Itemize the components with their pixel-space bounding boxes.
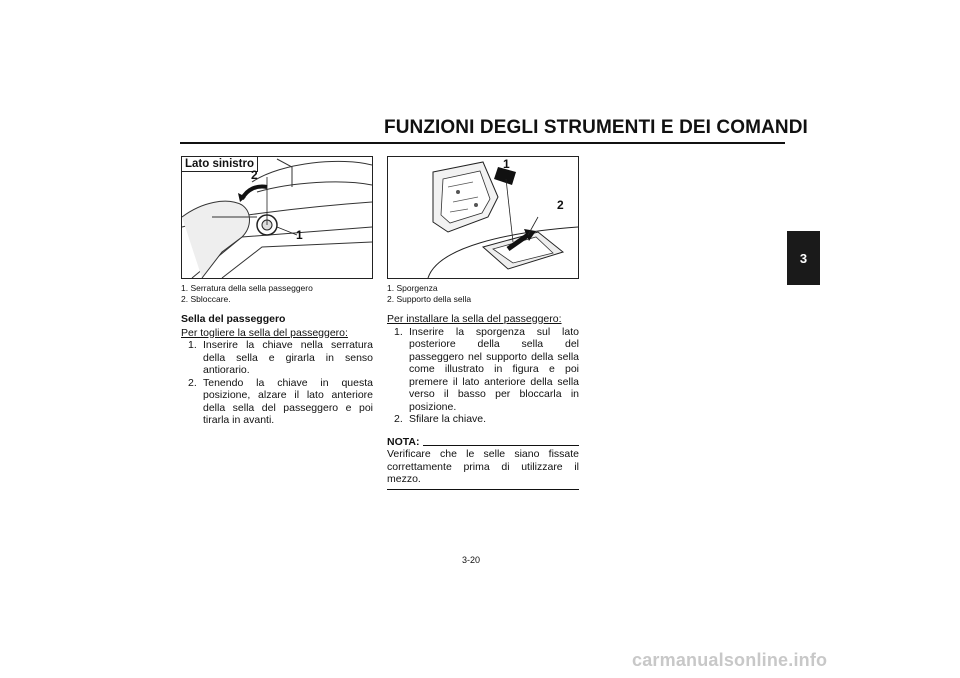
sub-heading: Per togliere la sella del passeggero: — [181, 326, 348, 339]
list-item — [181, 377, 373, 427]
figure-caption-left — [181, 283, 313, 305]
left-column — [181, 313, 373, 427]
sub-heading: Per installare la sella del passeggero: — [387, 313, 562, 325]
caption-item: 2. Supporto della sella — [387, 294, 472, 304]
figure-seat-install — [387, 156, 579, 279]
step-text: Tenendo la chiave in questa posizione, alzare il lato anteriore della sella del passeggero e poi tirarla in avanti. — [203, 376, 373, 426]
callout-1: 1 — [503, 157, 510, 171]
figure-seat-lock — [181, 156, 373, 279]
step-text: Inserire la sporgenza sul lato posteriore della sella del passeggero nel supporto della sella come illustrato in figura e poi premere il lato anteriore della sella verso il basso per bloccarla in posizione. — [409, 325, 579, 413]
note-text: Verificare che le selle siano fissate correttamente prima di utilizzare il mezzo. — [387, 448, 579, 485]
caption-item: 1. Serratura della sella passeggero — [181, 283, 313, 293]
seat-lock-illustration — [182, 157, 372, 278]
seat-install-illustration — [388, 157, 578, 278]
caption-item: 1. Sporgenza — [387, 283, 438, 293]
callout-2: 2 — [251, 168, 258, 182]
list-item — [181, 339, 373, 377]
note-title: NOTA: — [387, 435, 420, 448]
step-number: 1. — [188, 339, 197, 351]
step-number: 2. — [188, 376, 197, 389]
figure-caption-right — [387, 283, 471, 305]
steps-list — [181, 339, 373, 427]
step-text: Sfilare la chiave. — [409, 413, 487, 425]
page-number: 3-20 — [462, 555, 481, 565]
watermark: carmanualsonline.info — [632, 650, 828, 670]
steps-list — [387, 326, 579, 426]
note-block — [387, 436, 579, 490]
note-title-row — [387, 436, 579, 449]
callout-2: 2 — [557, 198, 564, 212]
section-heading: Sella del passeggero — [181, 313, 286, 325]
list-item — [387, 413, 579, 426]
caption-item: 2. Sbloccare. — [181, 294, 231, 304]
step-number: 1. — [394, 325, 403, 338]
callout-1: 1 — [296, 228, 303, 242]
header-rule — [180, 142, 785, 144]
list-item — [387, 326, 579, 414]
step-number: 2. — [394, 413, 403, 425]
note-rule — [423, 445, 579, 446]
note-end-rule — [387, 489, 579, 490]
chapter-tab: 3 — [787, 231, 820, 285]
step-text: Inserire la chiave nella serratura della sella e girarla in senso antiorario. — [203, 339, 373, 376]
right-column — [387, 313, 579, 490]
figure-side-label: Lato sinistro — [182, 157, 258, 172]
page-header-title: FUNZIONI DEGLI STRUMENTI E DEI COMANDI — [384, 117, 808, 138]
